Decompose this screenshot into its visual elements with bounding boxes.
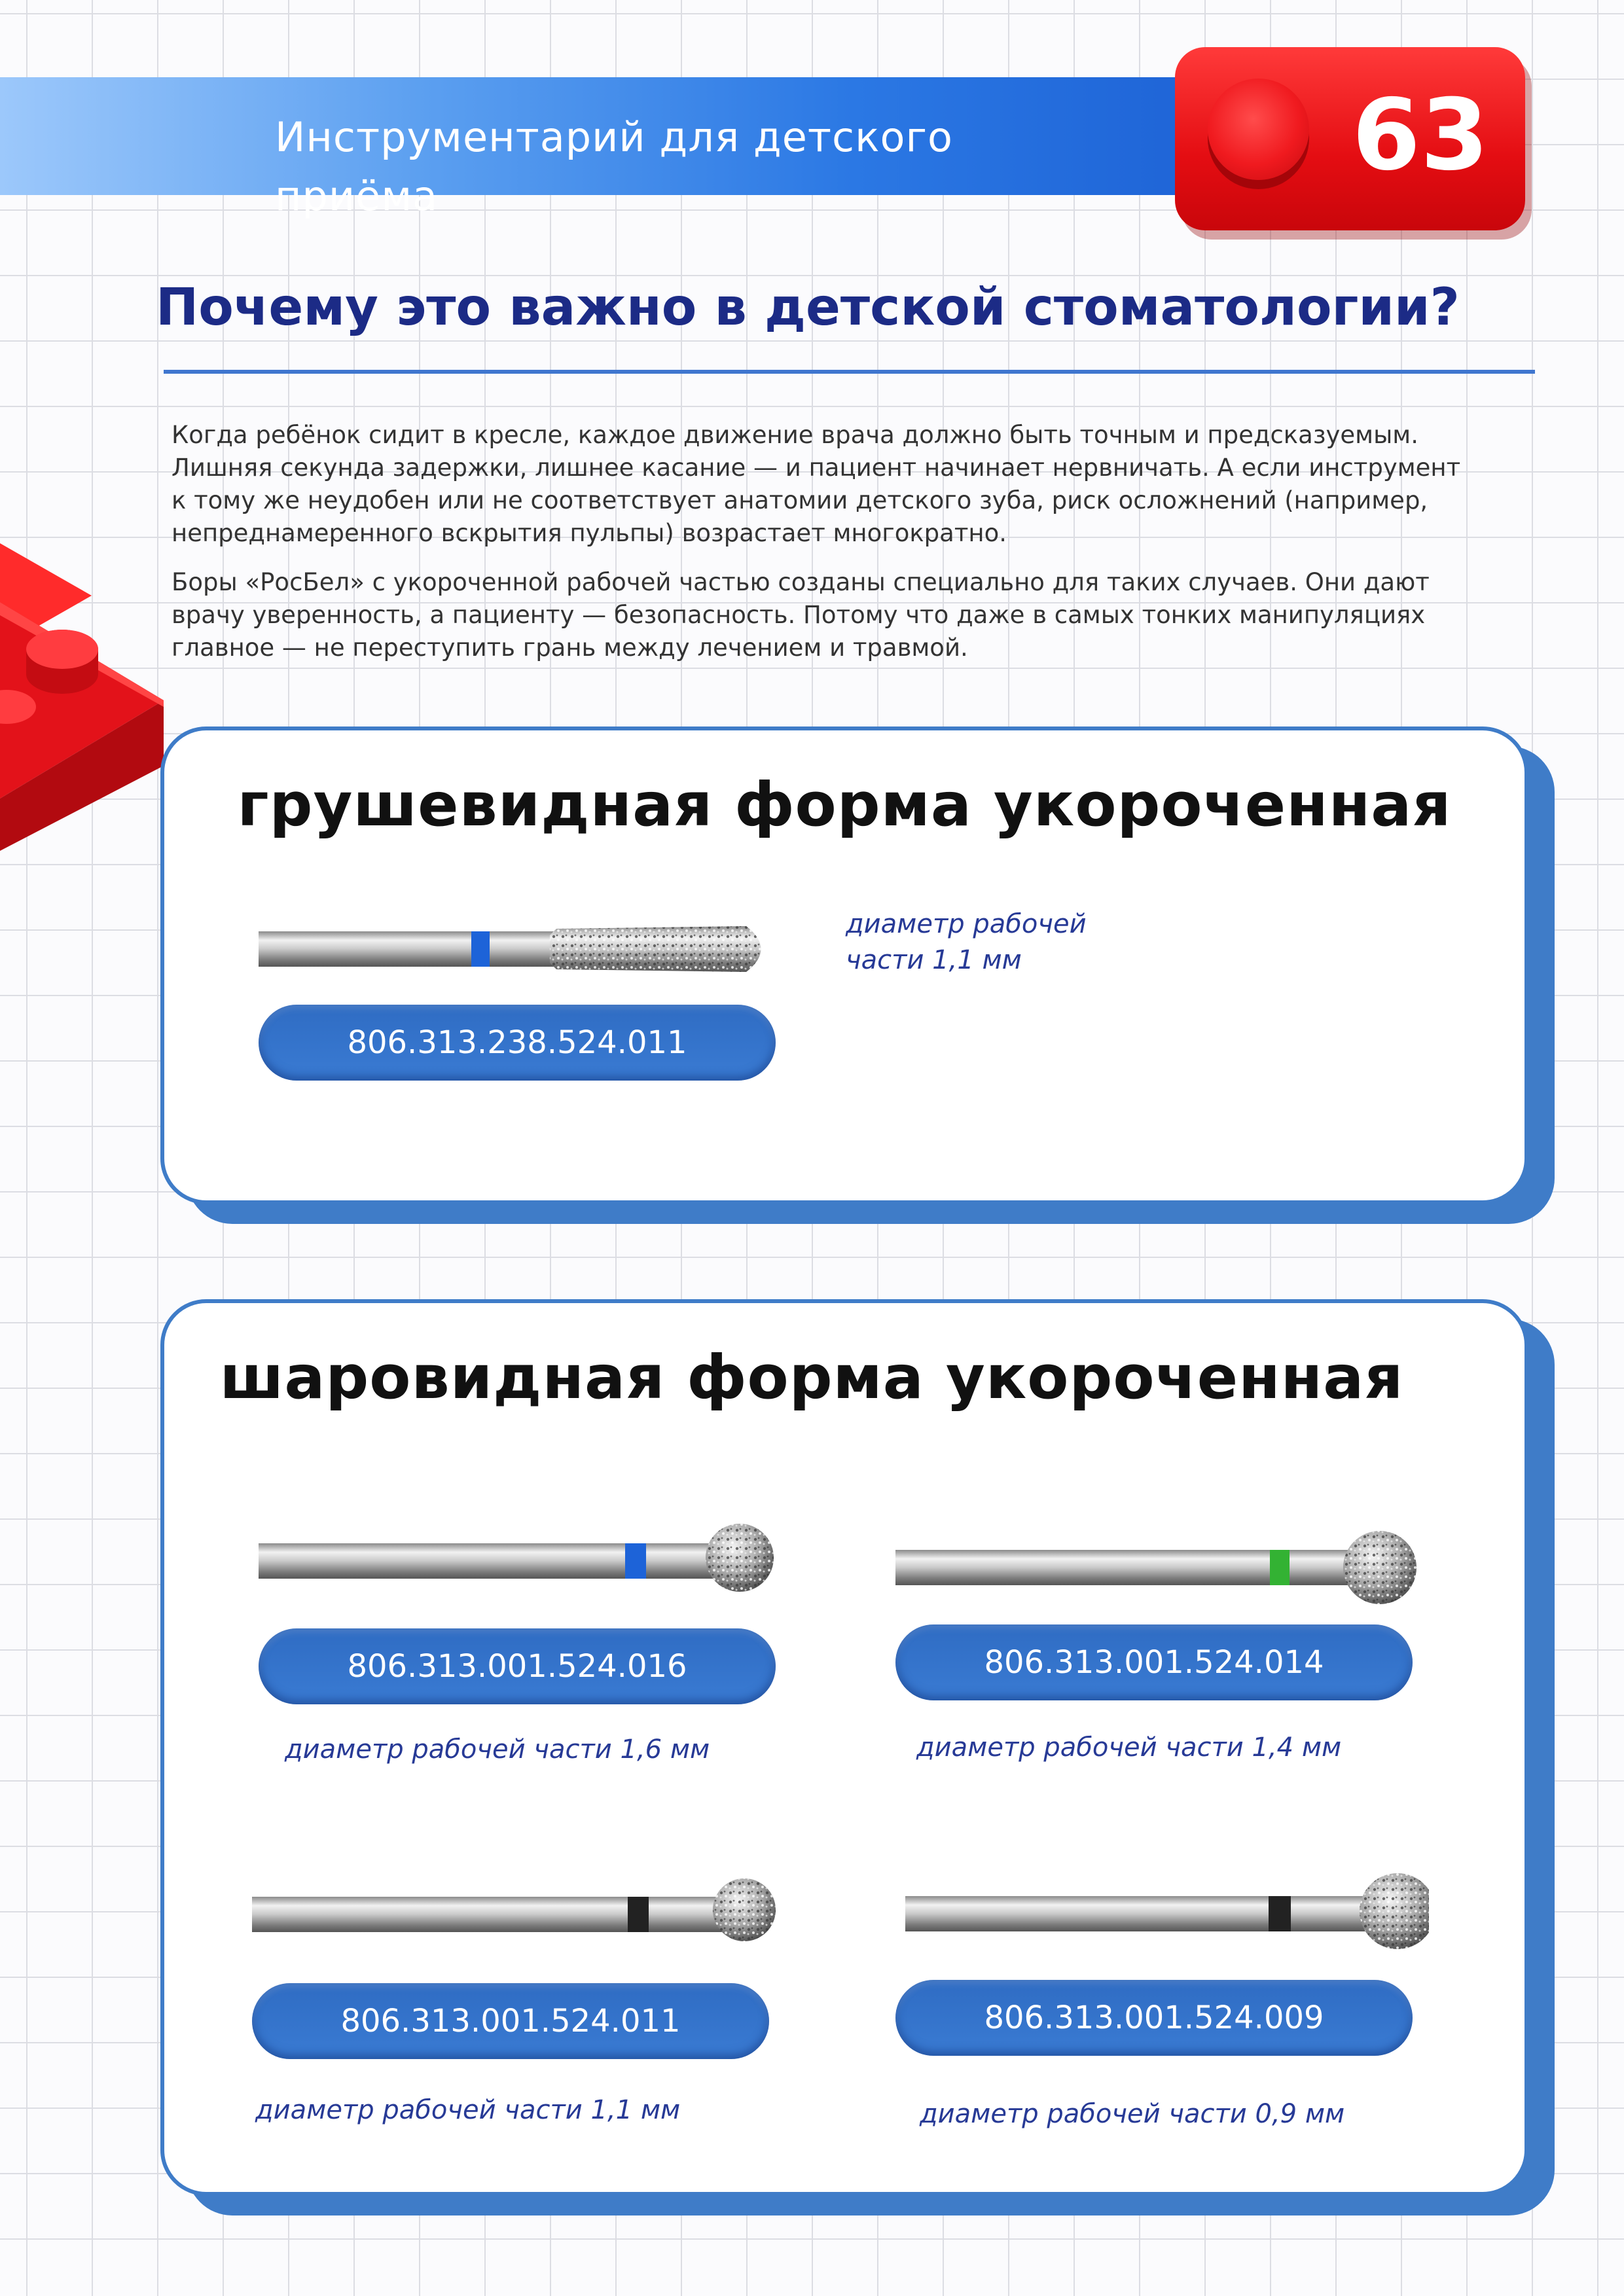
page-title: Почему это важно в детской стоматологии? xyxy=(156,278,1460,337)
pear-bur-icon xyxy=(259,906,782,992)
card-title-ball: шаровидная форма укороченная xyxy=(219,1342,1404,1412)
page-number: 63 xyxy=(1352,79,1489,192)
color-band xyxy=(625,1543,646,1579)
diameter-caption: диаметр рабочей части 1,6 мм xyxy=(285,1734,710,1765)
paragraph-intro: Когда ребёнок сидит в кресле, каждое движение врача должно быть точным и предсказуемым. Лишняя секунда задержки, лишнее касание — и пациент начинает нервничать. А если инструмент к тому же неудобен или не соответствует анатомии детского зуба, риск осложнений (например, непреднамеренного вскрытия пульпы) возрастает многократно. xyxy=(171,421,1461,547)
ball-bur-icon xyxy=(252,1872,776,1957)
paragraph-rosbel: Боры «РосБел» с укороченной рабочей частью созданы специально для таких случаев. Они дают врачу уверенность, а пациенту — безопасность. Потому что даже в самых тонких манипуляциях главное — не переступить грань между лечением и травмой. xyxy=(171,568,1430,662)
product-code-pill: 806.313.001.524.011 xyxy=(252,1983,769,2059)
product-code-pill: 806.313.001.524.016 xyxy=(259,1628,776,1704)
ball-bur-icon xyxy=(895,1525,1419,1610)
product-code-pill: 806.313.238.524.011 xyxy=(259,1005,776,1081)
diameter-caption: диаметр рабочей части 1,1 мм xyxy=(255,2095,681,2125)
color-band xyxy=(1270,1550,1290,1585)
caption-line-1: диаметр рабочей xyxy=(846,909,1087,939)
page-number-badge xyxy=(1175,47,1525,230)
caption-line-2: части 1,1 мм xyxy=(846,945,1022,975)
brick-stud-icon xyxy=(1208,79,1309,180)
diameter-caption: диаметр рабочей части 1,4 мм xyxy=(916,1732,1342,1763)
lego-brick-icon xyxy=(0,511,170,851)
color-band xyxy=(628,1897,649,1932)
ball-bur-icon xyxy=(905,1869,1429,1954)
diameter-caption: диаметр рабочей части 0,9 мм xyxy=(920,2099,1345,2129)
color-band xyxy=(471,931,490,967)
heading-divider xyxy=(164,370,1535,374)
product-code-pill: 806.313.001.524.014 xyxy=(895,1624,1413,1700)
header-title: Инструментарий для детского приёма xyxy=(275,113,953,220)
color-band xyxy=(1269,1896,1291,1931)
product-code-pill: 806.313.001.524.009 xyxy=(895,1980,1413,2056)
card-title-pear: грушевидная форма укороченная xyxy=(237,770,1452,840)
ball-bur-icon xyxy=(259,1518,782,1604)
